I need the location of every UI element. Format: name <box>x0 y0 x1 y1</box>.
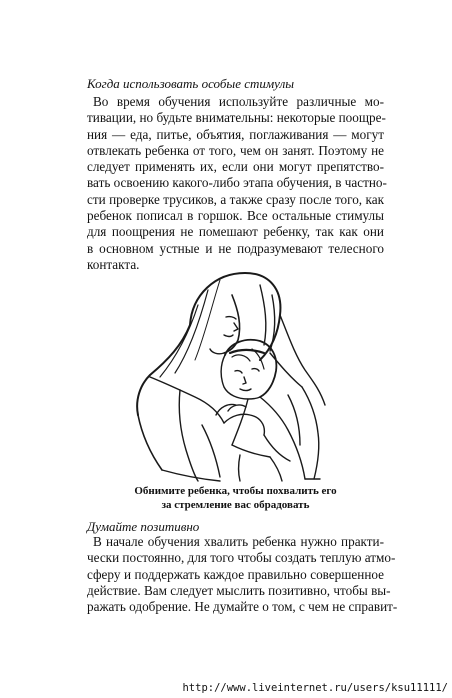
text-line: ребенок пописал в горшок. Все остальные стимулы <box>87 208 384 224</box>
section-heading-special-stimuli: Когда использовать особые стимулы <box>87 76 295 91</box>
section-heading-think-positive: Думайте позитивно <box>87 519 200 534</box>
caption-line: Обнимите ребенка, чтобы похвалить его <box>134 485 337 497</box>
text-line: тивации, но будьте внимательны: некоторые поощре- <box>87 110 386 126</box>
text-line: действие. Вам следует мыслить позитивно, чтобы вы- <box>87 582 391 598</box>
text-line: сферу и поддержать каждое правильно совершенное <box>87 566 384 582</box>
text-line: ражать одобрение. Не думайте о том, с чем не справит- <box>87 599 398 615</box>
paragraph-special-stimuli <box>87 94 387 273</box>
text-line: в основном устные и не подразумевают телесного <box>87 240 384 256</box>
text-line: чески постоянно, для того чтобы создать теплую атмо- <box>87 550 396 566</box>
paragraph-think-positive <box>87 534 398 615</box>
text-line: ния — еда, питье, объятия, поглаживания — могут <box>87 126 384 142</box>
text-line: вать освоению какого-либо этапа обучения, в частно- <box>87 175 387 191</box>
text-line: контакта. <box>87 256 140 272</box>
text-line: следует применять их, если они могут препятство- <box>87 159 384 175</box>
text-line: отвлекать ребенка от того, чем он занят. Поэтому не <box>87 142 384 158</box>
figure-caption <box>87 484 384 512</box>
text-line: Во время обучения используйте различные мо- <box>93 94 384 109</box>
caption-line: за стремление вас обрадовать <box>161 499 310 511</box>
text-line: В начале обучения хвалить ребенка нужно практи- <box>93 534 384 549</box>
source-url[interactable]: http://www.liveinternet.ru/users/ksu11111/ <box>182 682 448 694</box>
text-line: сти проверке трусиков, а также сразу после того, как <box>87 191 384 207</box>
text-line: для поощрения не помешают ребенку, так как они <box>87 224 384 240</box>
mother-hugging-child-illustration <box>120 265 340 483</box>
